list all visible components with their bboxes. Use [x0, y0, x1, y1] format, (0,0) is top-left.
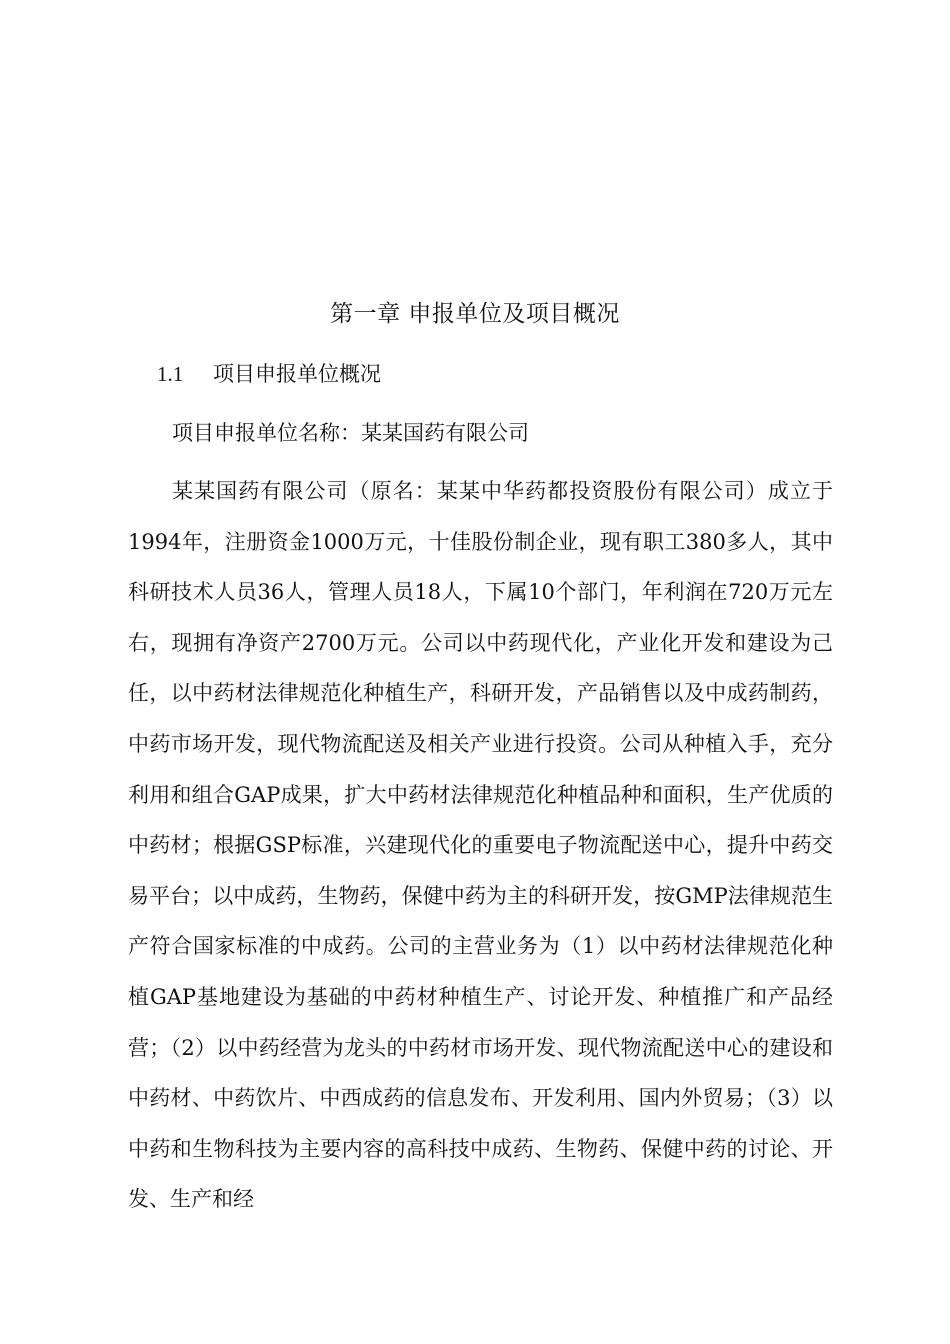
chapter-title: 第一章 申报单位及项目概况: [330, 301, 620, 327]
unit-name-paragraph: 项目申报单位名称：某某国药有限公司: [172, 421, 529, 445]
section-number: 1.1: [157, 362, 184, 386]
section-heading: [157, 356, 381, 392]
section-title: 项目申报单位概况: [213, 362, 381, 386]
company-intro-paragraph: 某某国药有限公司（原名：某某中华药都投资股份有限公司）成立于1994年，注册资金1000万元，十佳股份制企业，现有职工380多人，其中科研技术人员36人，管理人员18人，下属10个部门，年利润在720万元左右，现拥有净资产2700万元。公司以中药现代化，产业化开发和建设为己任，以中药材法律规范化种植生产，科研开发，产品销售以及中成药制药，中药市场开发，现代物流配送及相关产业进行投资。公司从种植入手，充分利用和组合GAP成果，扩大中药材法律规范化种植品种和面积，生产优质的中药材；根据GSP标准，兴建现代化的重要电子物流配送中心，提升中药交易平台；以中成药，生物药，保健中药为主的科研开发，按GMP法律规范生产符合国家标准的中成药。公司的主营业务为（1）以中药材法律规范化种植GAP基地建设为基础的中药材种植生产、讨论开发、种植推广和产品经营；（2）以中药经营为龙头的中药材市场开发、现代物流配送中心的建设和中药材、中药饮片、中西成药的信息发布、开发利用、国内外贸易；（3）以中药和生物科技为主要内容的高科技中成药、生物药、保健中药的讨论、开发、生产和经: [128, 479, 833, 1212]
